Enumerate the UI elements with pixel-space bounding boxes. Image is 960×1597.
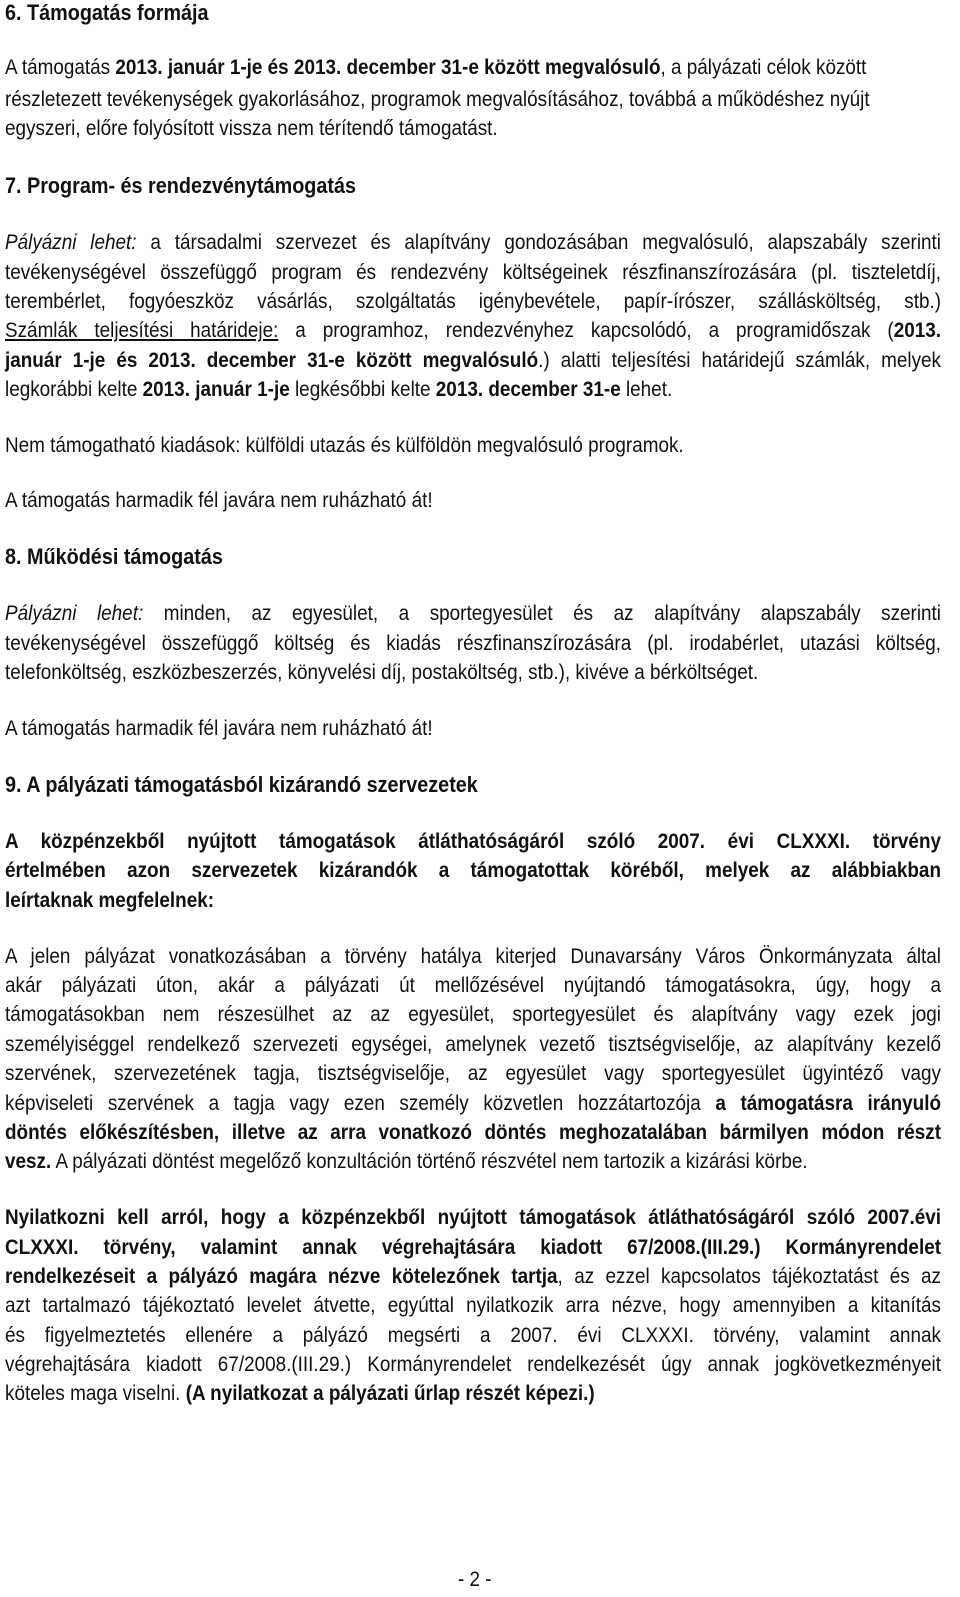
s6-line-2: részletezett tevékenységek gyakorlásához, programok megvalósításához, továbbá a működéshez nyújt bbox=[5, 88, 870, 111]
s9-para-line-1: A jelen pályázat vonatkozásában a törvény hatálya kiterjed Dunavarsány Város Önkormányzata által bbox=[5, 945, 941, 968]
s9-para-line-2: akár pályázati úton, akár a pályázati út mellőzésével nyújtandó támogatásokra, úgy, hogy a bbox=[5, 974, 941, 997]
s9-para-line-4: személyiséggel rendelkező szervezeti egységei, amelynek vezető tisztségviselője, az alapítvány kezelő bbox=[5, 1033, 941, 1056]
s8-line-1: Pályázni lehet: minden, az egyesület, a sportegyesület és az alapítvány alapszabály szerinti bbox=[5, 602, 942, 625]
section-6-heading: 6. Támogatás formája bbox=[5, 0, 209, 25]
s7-not-supported: Nem támogatható kiadások: külföldi utazás és külföldön megvalósuló programok. bbox=[5, 434, 684, 457]
s7-line-6: legkorábbi kelte 2013. január 1-je legkésőbbi kelte 2013. december 31-e lehet. bbox=[5, 378, 673, 401]
s7-line-1: Pályázni lehet: a társadalmi szervezet és alapítvány gondozásában megvalósuló, alapszabály szerinti bbox=[5, 231, 941, 254]
page-number: - 2 - bbox=[458, 1568, 492, 1591]
s7-no-transfer: A támogatás harmadik fél javára nem ruházható át! bbox=[5, 489, 433, 512]
s9-decl-line-1: Nyilatkozni kell arról, hogy a közpénzekből nyújtott támogatások átláthatóságáról szóló 2007.évi bbox=[5, 1206, 941, 1229]
s9-bold-line-2: értelmében azon szervezetek kizárandók a támogatottak köréből, melyek az alábbiakban bbox=[5, 859, 941, 882]
s9-para-line-6: képviseleti szervének a tagja vagy ezen személy közvetlen hozzátartozója a támogatásra irányuló bbox=[5, 1092, 941, 1115]
s9-para-line-7: döntés előkészítésben, illetve az arra vonatkozó döntés meghozatalában bármilyen módon részt bbox=[5, 1121, 941, 1144]
s7-line-4: Számlák teljesítési határideje: a programhoz, rendezvényhez kapcsolódó, a programidőszak (2013. bbox=[5, 319, 942, 342]
s9-para-line-5: szervének, szervezetének tagja, tisztségviselője, az egyesület vagy sportegyesület ügyintéző vagy bbox=[5, 1062, 941, 1085]
s9-para-line-8: vesz. A pályázati döntést megelőző konzultáción történő részvétel nem tartozik a kizárási körbe. bbox=[5, 1150, 808, 1173]
s7-line-2: tevékenységével összefüggő program és rendezvény költségeinek részfinanszírozására (pl. tiszteletdíj, bbox=[5, 261, 941, 284]
s8-line-2: tevékenységével összefüggő költség és kiadás részfinanszírozására (pl. irodabérlet, utazási költség, bbox=[5, 632, 941, 655]
s8-no-transfer: A támogatás harmadik fél javára nem ruházható át! bbox=[5, 717, 433, 740]
s9-bold-line-3: leírtaknak megfelelnek: bbox=[5, 889, 215, 912]
section-9-heading: 9. A pályázati támogatásból kizárandó szervezetek bbox=[5, 772, 478, 797]
s6-line-1: A támogatás 2013. január 1-je és 2013. december 31-e között megvalósuló, a pályázati célok között bbox=[5, 56, 867, 79]
s9-decl-line-7: köteles maga viselni. (A nyilatkozat a pályázati űrlap részét képezi.) bbox=[5, 1382, 595, 1405]
s9-decl-line-2: CLXXXI. törvény, valamint annak végrehajtására kiadott 67/2008.(III.29.) Kormányrendelet bbox=[5, 1236, 941, 1259]
section-7-heading: 7. Program- és rendezvénytámogatás bbox=[5, 173, 357, 198]
s9-para-line-3: támogatásokban nem részesülhet az az egyesület, sportegyesület és alapítvány vagy ezek jogi bbox=[5, 1003, 941, 1026]
s6-line-3: egyszeri, előre folyósított vissza nem térítendő támogatást. bbox=[5, 117, 498, 140]
s9-bold-line-1: A közpénzekből nyújtott támogatások átláthatóságáról szóló 2007. évi CLXXXI. törvény bbox=[5, 830, 941, 853]
s7-line-3: terembérlet, fogyóeszköz vásárlás, szolgáltatás igénybevétele, papír-írószer, szállásköltség, stb.) bbox=[5, 290, 941, 313]
s9-decl-line-6: végrehajtására kiadott 67/2008.(III.29.) Kormányrendelet rendelkezését úgy annak jogkövetkezményeit bbox=[5, 1353, 941, 1376]
s9-decl-line-5: és figyelmeztetés ellenére a pályázó megsérti a 2007. évi CLXXXI. törvény, valamint annak bbox=[5, 1324, 941, 1347]
s9-decl-line-3: rendelkezéseit a pályázó magára nézve kötelezőnek tartja, az ezzel kapcsolatos tájékoztatást és az bbox=[5, 1265, 942, 1288]
s7-line-5: január 1-je és 2013. december 31-e között megvalósuló.) alatti teljesítési határidejű számlák, melyek bbox=[5, 349, 941, 372]
s9-decl-line-4: azt tartalmazó tájékoztató levelet átvette, egyúttal nyilatkozik arra nézve, hogy amennyiben a kitanítás bbox=[5, 1294, 941, 1317]
section-8-heading: 8. Működési támogatás bbox=[5, 544, 223, 569]
s8-line-3: telefonköltség, eszközbeszerzés, könyvelési díj, postaköltség, stb.), kivéve a bérköltséget. bbox=[5, 661, 759, 684]
